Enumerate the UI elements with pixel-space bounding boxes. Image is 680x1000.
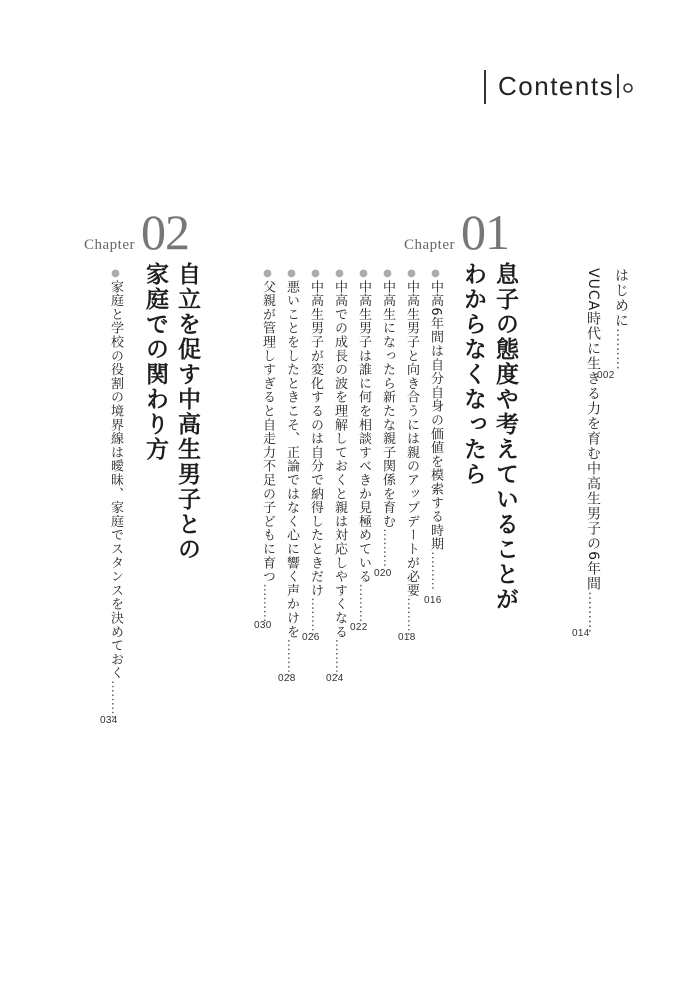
chapter-02-title-line-1: 自立を促す中高生男子との	[174, 262, 200, 562]
header-divider	[484, 70, 486, 104]
toc-entry[interactable]: ●中高での成長の波を理解しておくと親は対応しやすくなる………	[332, 268, 347, 678]
toc-entry-vuca[interactable]: VUCA時代に生きる力を育む中高生男子の6年間………	[585, 268, 601, 634]
toc-entry[interactable]: ●中高生男子は誰に何を相談すべきか見極めている………	[356, 268, 371, 623]
chapter-02-heading: Chapter 02	[84, 204, 189, 260]
chapter-01-title-line-1: 息子の態度や考えていることが	[492, 262, 518, 612]
toc-page: 034	[100, 715, 118, 726]
toc-page: 026	[302, 632, 320, 643]
chapter-02-title-line-2: 家庭での関わり方	[142, 262, 168, 462]
chapter-01-heading: Chapter 01	[404, 204, 509, 260]
toc-page: 018	[398, 632, 416, 643]
toc-page-014: 014	[572, 628, 590, 639]
toc-page: 028	[278, 673, 296, 684]
toc-entry[interactable]: ●中高生になったら新たな親子関係を育む………	[380, 268, 395, 568]
toc-entry[interactable]: ●中高6年間は自分自身の価値を模索する時期………	[428, 268, 443, 591]
toc-page: 024	[326, 673, 344, 684]
toc-page: 030	[254, 620, 272, 631]
toc-page-002: 002	[597, 370, 615, 381]
toc-entry[interactable]: ●中高生男子と向き合うには親のアップデートが必要………	[404, 268, 419, 637]
chapter-01-title-line-2: わからなくなったら	[460, 262, 486, 487]
toc-entry[interactable]: ●家庭と学校の役割の境界線は曖昧、家庭でスタンスを決めておく………	[108, 268, 123, 720]
toc-entry[interactable]: ●中高生男子が変化するのは自分で納得したときだけ………	[308, 268, 323, 637]
toc-page: 020	[374, 568, 392, 579]
toc-entry[interactable]: ●父親が管理しすぎると自走力不足の子どもに育つ………	[260, 268, 275, 623]
ornament-icon	[616, 72, 636, 100]
toc-page: 022	[350, 622, 368, 633]
toc-page: 016	[424, 595, 442, 606]
toc-entry[interactable]: ●悪いことをしたときこそ、正論ではなく心に響く声かけを………	[284, 268, 299, 678]
page-title: Contents	[498, 71, 615, 101]
toc-entry-intro[interactable]: はじめに………	[613, 268, 629, 370]
